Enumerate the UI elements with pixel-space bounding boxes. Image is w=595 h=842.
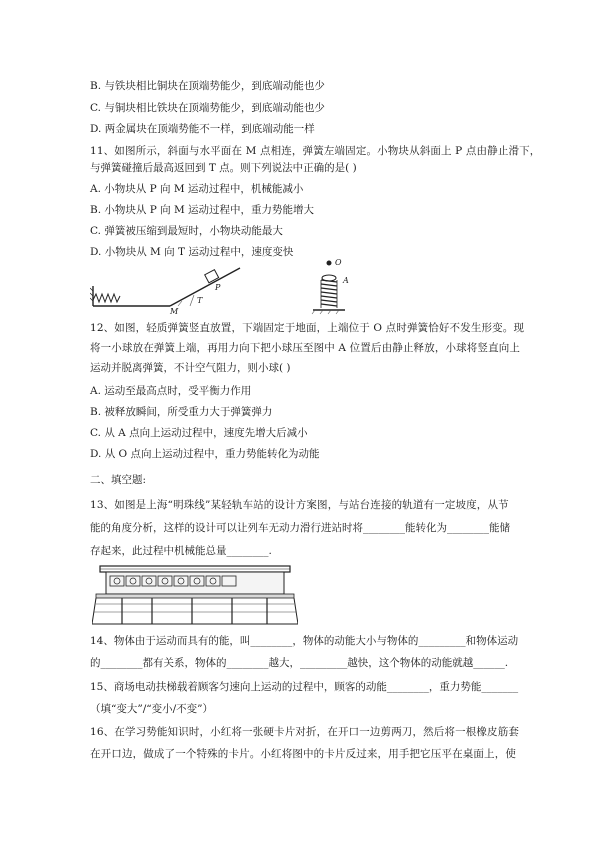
incline-spring-figure	[90, 258, 270, 316]
q12-stem-line-3: 运动并脱离弹簧，不计空气阻力，则小球( )	[90, 362, 291, 374]
q10-option-c: C. 与铜块相比铁块在顶端势能少，到底端动能也少	[90, 102, 325, 114]
q11-stem-line-1: 11、如图所示，斜面与水平面在 M 点相连，弹簧左端固定。小物块从斜面上 P 点由静止滑下，	[90, 145, 541, 157]
q13-line-1: 13、如图是上海“明珠线”某轻轨车站的设计方案图，与站台连接的轨道有一定坡度，从节	[90, 499, 509, 511]
q14-line-1: 14、物体由于运动而具有的能，叫________，物体的动能大小与物体的_________和物体运动	[90, 635, 519, 647]
q12-option-b: B. 被释放瞬间，所受重力大于弹簧弹力	[90, 406, 273, 418]
q11-stem-line-2: 与弹簧碰撞后最高返回到 T 点。则下列说法中正确的是( )	[90, 162, 357, 174]
section-title: 二、填空题:	[90, 474, 147, 486]
q11-option-a: A. 小物块从 P 向 M 运动过程中，机械能减小	[90, 183, 304, 195]
label-a: A	[343, 276, 349, 285]
label-p: P	[215, 283, 221, 292]
light-rail-station-figure	[92, 564, 298, 626]
q14-line-2: 的________都有关系，物体的________越大，_________越快，这个物体的动能就越______.	[90, 657, 509, 669]
q15-line-1: 15、商场电动扶梯载着顾客匀速向上运动的过程中，顾客的动能________，重力势能_______	[90, 681, 519, 693]
label-o: O	[335, 258, 342, 267]
q12-option-d: D. 从 O 点向上运动过程中，重力势能转化为动能	[90, 448, 320, 460]
label-t: T	[197, 296, 203, 305]
vertical-spring-figure	[305, 258, 355, 316]
q10-option-d: D. 两金属块在顶端势能不一样，到底端动能一样	[90, 123, 315, 135]
q16-line-2: 在开口边，做成了一个特殊的卡片。小红将图中的卡片反过来，用手把它压平在桌面上，使	[90, 748, 516, 760]
q11-option-c: C. 弹簧被压缩到最短时，小物块动能最大	[90, 225, 283, 237]
q12-stem-line-1: 12、如图，轻质弹簧竖直放置，下端固定于地面，上端位于 O 点时弹簧恰好不发生形变。现	[90, 322, 525, 334]
q15-line-2: （填“变大”/“变小/不变”）	[90, 703, 214, 715]
q13-line-2: 能的角度分析，这样的设计可以让列车无动力滑行进站时将________能转化为________能储	[90, 522, 510, 534]
q11-option-b: B. 小物块从 P 向 M 运动过程中，重力势能增大	[90, 204, 315, 216]
q12-option-c: C. 从 A 点向上运动过程中，速度先增大后减小	[90, 427, 308, 439]
q10-option-b: B. 与铁块相比铜块在顶端势能少，到底端动能也少	[90, 80, 325, 92]
q13-line-3: 存起来，此过程中机械能总量________.	[90, 545, 272, 557]
q12-stem-line-2: 将一小球放在弹簧上端，再用力向下把小球压至图中 A 位置后由静止释放，小球将竖直向上	[90, 342, 521, 354]
q16-line-1: 16、在学习势能知识时，小红将一张硬卡片对折，在开口一边剪两刀，然后将一根橡皮筋套	[90, 726, 520, 738]
label-m: M	[170, 307, 179, 316]
q12-option-a: A. 运动至最高点时，受平衡力作用	[90, 385, 252, 397]
q11-option-d: D. 小物块从 M 向 T 运动过程中，速度变快	[90, 246, 294, 258]
